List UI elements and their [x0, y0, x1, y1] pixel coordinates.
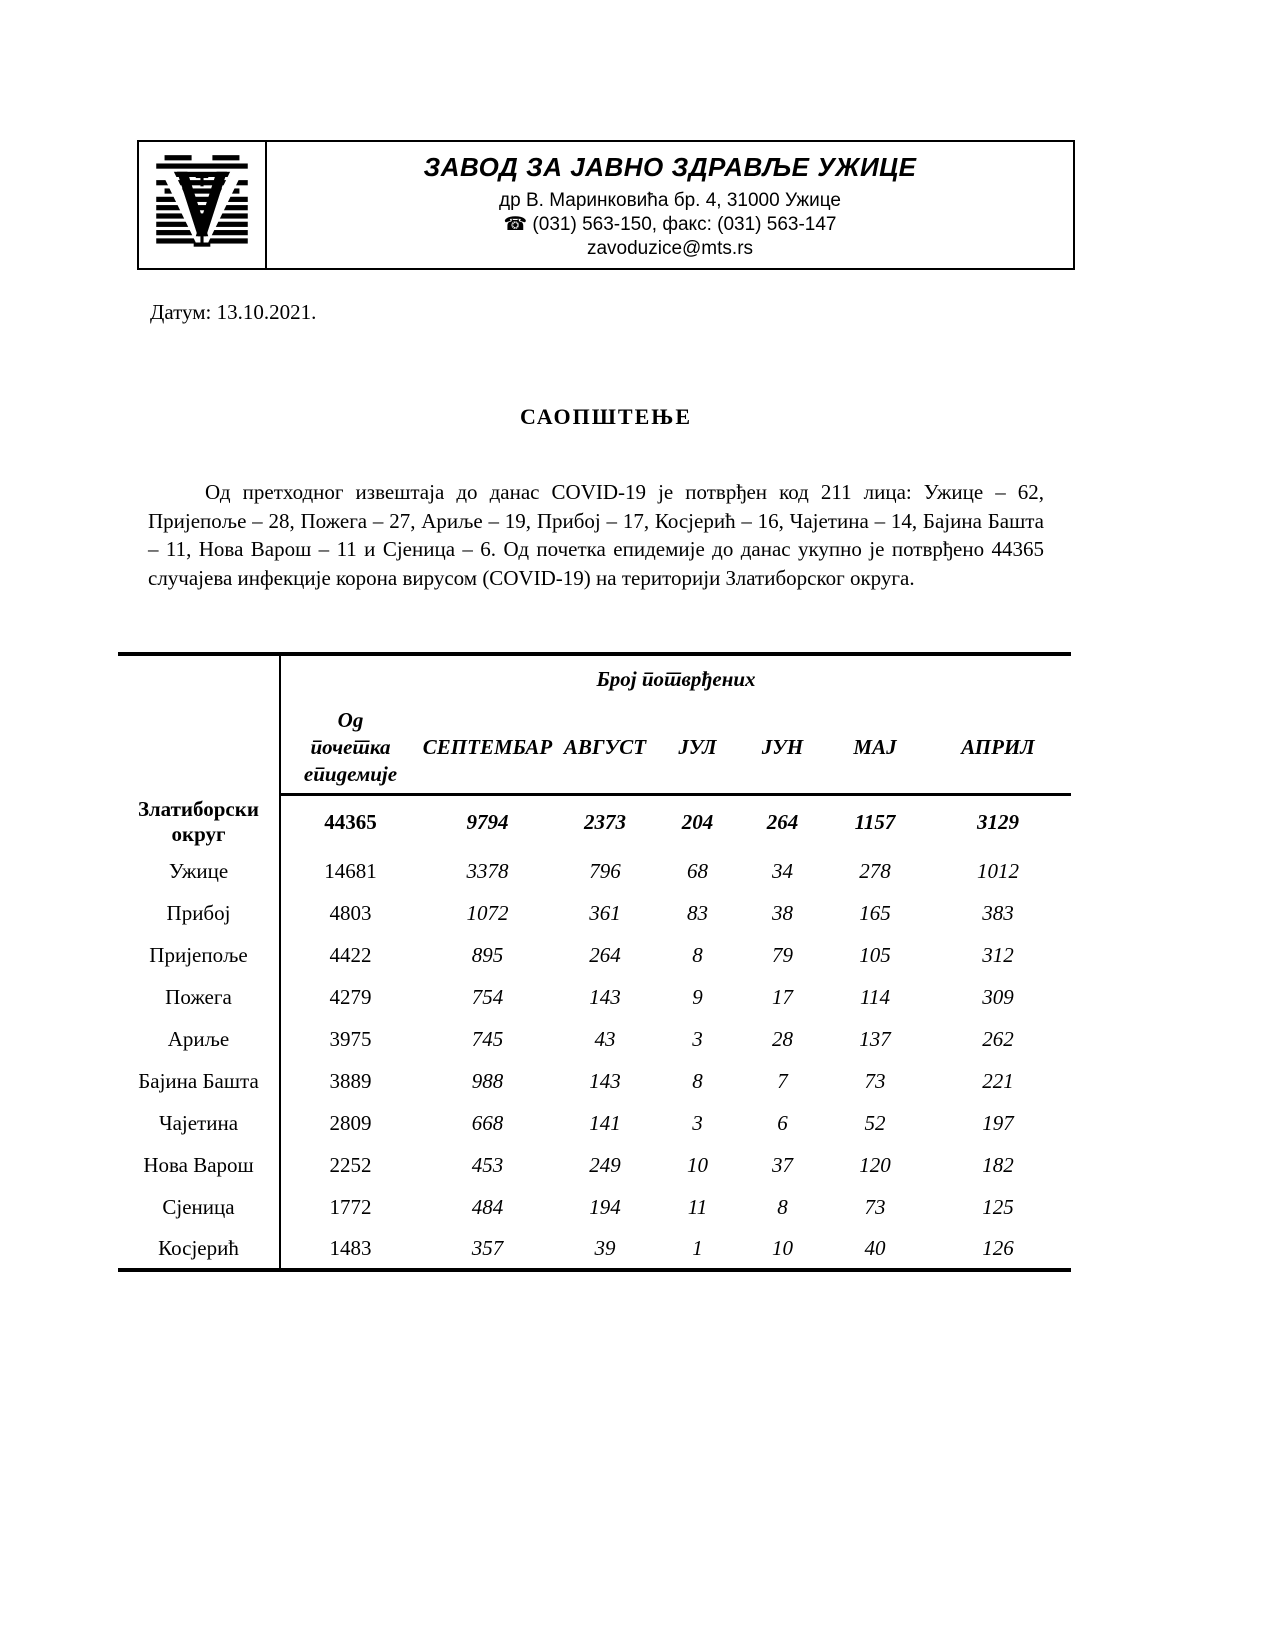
- july-value: 204: [681, 810, 714, 835]
- august-value: 141: [589, 1110, 621, 1135]
- table-row: [118, 1060, 1071, 1102]
- april-value: 125: [982, 1194, 1014, 1219]
- april-value: 126: [982, 1235, 1014, 1260]
- org-email: zavoduzice@mts.rs: [586, 237, 754, 259]
- august-value: 143: [589, 984, 621, 1009]
- area-label: Косјерић: [118, 1228, 280, 1270]
- communique-title: САОПШТЕЊЕ: [519, 404, 693, 429]
- column-header-september: СЕПТЕМБАР: [420, 702, 555, 794]
- july-value: 83: [687, 900, 708, 925]
- table-group-header-row: [118, 654, 1071, 702]
- april-value: 383: [982, 900, 1014, 925]
- total-value: 3975: [329, 1026, 372, 1051]
- may-value: 278: [859, 858, 891, 883]
- september-value: 988: [471, 1068, 504, 1093]
- letterhead-text: [267, 142, 1073, 268]
- april-value: 262: [982, 1026, 1014, 1051]
- may-value: 105: [859, 942, 891, 967]
- july-value: 10: [687, 1152, 708, 1177]
- area-label: Пожега: [118, 976, 280, 1018]
- august-value: 249: [589, 1152, 621, 1177]
- total-value: 2809: [329, 1110, 372, 1135]
- total-value: 2252: [329, 1152, 372, 1177]
- july-value: 1: [692, 1235, 703, 1260]
- org-logo-emblem-icon: [150, 155, 254, 256]
- column-header-july: ЈУЛ: [655, 702, 740, 794]
- column-header-august: АВГУСТ: [555, 702, 655, 794]
- september-value: 484: [471, 1194, 504, 1219]
- june-value: 264: [766, 810, 799, 835]
- group-header: Број потврђених: [596, 666, 756, 691]
- april-value: 309: [982, 984, 1014, 1009]
- area-label: Сјеница: [118, 1186, 280, 1228]
- august-value: 361: [589, 900, 621, 925]
- total-value: 4279: [329, 984, 372, 1009]
- total-value: 1772: [329, 1194, 372, 1219]
- area-label: Ужице: [118, 850, 280, 892]
- july-value: 3: [692, 1026, 703, 1051]
- june-value: 37: [772, 1152, 793, 1177]
- table-row: [118, 934, 1071, 976]
- september-value: 754: [471, 984, 504, 1009]
- column-header-total: Од почетка епидемије: [280, 702, 420, 794]
- may-value: 1157: [854, 810, 896, 835]
- july-value: 3: [692, 1110, 703, 1135]
- august-value: 143: [589, 1068, 621, 1093]
- total-value: 4422: [329, 942, 372, 967]
- column-header-may: МАЈ: [825, 702, 925, 794]
- table-row: [118, 1144, 1071, 1186]
- area-label: Чајетина: [118, 1102, 280, 1144]
- table-row-district-total: [118, 794, 1071, 850]
- june-value: 7: [777, 1068, 788, 1093]
- column-header-june: ЈУН: [740, 702, 825, 794]
- area-label: Нова Варош: [118, 1144, 280, 1186]
- september-value: 668: [471, 1110, 504, 1135]
- june-value: 79: [772, 942, 793, 967]
- september-value: 1072: [466, 900, 509, 925]
- april-value: 182: [982, 1152, 1014, 1177]
- table-row: [118, 892, 1071, 934]
- body-paragraph: Од претходног извештаја до данас COVID-19 је потврђен код 211 лица: Ужице – 62, Пријепоље – 28, Пожега – 27, Ариље – 19, Прибој – 17, Косјерић – 16, Чајетина – 14, Бајина Башта – 11, Нова Варош – 11 и Сјеница – 6. Од почетка епидемије до данас укупно је потврђено 44365 случајева инфекције корона вирусом (COVID-19) на територији Златиборског округа.: [148, 480, 1044, 590]
- june-value: 10: [772, 1235, 793, 1260]
- april-value: 312: [982, 942, 1014, 967]
- table-row: [118, 1102, 1071, 1144]
- area-label: Прибој: [118, 892, 280, 934]
- column-header-april: АПРИЛ: [925, 702, 1071, 794]
- total-value: 44365: [324, 810, 377, 835]
- june-value: 28: [772, 1026, 793, 1051]
- august-value: 194: [589, 1194, 621, 1219]
- september-value: 357: [471, 1235, 504, 1260]
- june-value: 34: [772, 858, 793, 883]
- corner-cell: [118, 654, 280, 794]
- july-value: 8: [692, 1068, 703, 1093]
- may-value: 114: [860, 984, 890, 1009]
- date-line: Датум: 13.10.2021.: [150, 300, 317, 324]
- august-value: 796: [589, 858, 621, 883]
- july-value: 68: [687, 858, 708, 883]
- table-row: [118, 1228, 1071, 1270]
- may-value: 137: [859, 1026, 891, 1051]
- september-value: 9794: [466, 810, 509, 835]
- april-value: 3129: [977, 810, 1019, 835]
- table-row: [118, 1186, 1071, 1228]
- september-value: 3378: [466, 858, 509, 883]
- area-label: Златиборски округ: [118, 794, 280, 850]
- july-value: 11: [687, 1194, 708, 1219]
- august-value: 2373: [584, 810, 626, 835]
- july-value: 8: [692, 942, 703, 967]
- logo-cell: [139, 142, 267, 268]
- september-value: 453: [471, 1152, 504, 1177]
- org-phone-fax: ☎ (031) 563-150, факс: (031) 563-147: [503, 213, 837, 235]
- org-name: ЗАВОД ЗА ЈАВНО ЗДРАВЉЕ УЖИЦЕ: [423, 151, 917, 182]
- june-value: 38: [772, 900, 793, 925]
- september-value: 745: [471, 1026, 504, 1051]
- august-value: 43: [594, 1026, 616, 1051]
- april-value: 221: [982, 1068, 1014, 1093]
- april-value: 1012: [977, 858, 1019, 883]
- total-value: 14681: [324, 858, 377, 883]
- june-value: 8: [777, 1194, 788, 1219]
- may-value: 165: [859, 900, 891, 925]
- may-value: 52: [864, 1110, 886, 1135]
- confirmed-cases-table: [118, 652, 1071, 1272]
- total-value: 1483: [329, 1235, 372, 1260]
- april-value: 197: [982, 1110, 1014, 1135]
- total-value: 3889: [329, 1068, 372, 1093]
- september-value: 895: [471, 942, 504, 967]
- june-value: 6: [777, 1110, 788, 1135]
- table-row: [118, 976, 1071, 1018]
- table-row: [118, 850, 1071, 892]
- area-label: Бајина Башта: [118, 1060, 280, 1102]
- may-value: 120: [859, 1152, 891, 1177]
- area-label: Ариље: [118, 1018, 280, 1060]
- may-value: 73: [864, 1194, 886, 1219]
- area-label: Пријепоље: [118, 934, 280, 976]
- table-row: [118, 1018, 1071, 1060]
- june-value: 17: [772, 984, 793, 1009]
- august-value: 264: [589, 942, 621, 967]
- may-value: 73: [864, 1068, 886, 1093]
- org-address: др В. Маринковића бр. 4, 31000 Ужице: [499, 189, 841, 211]
- august-value: 39: [594, 1235, 616, 1260]
- july-value: 9: [692, 984, 703, 1009]
- letterhead-box: [137, 140, 1075, 270]
- total-value: 4803: [329, 900, 372, 925]
- may-value: 40: [864, 1235, 886, 1260]
